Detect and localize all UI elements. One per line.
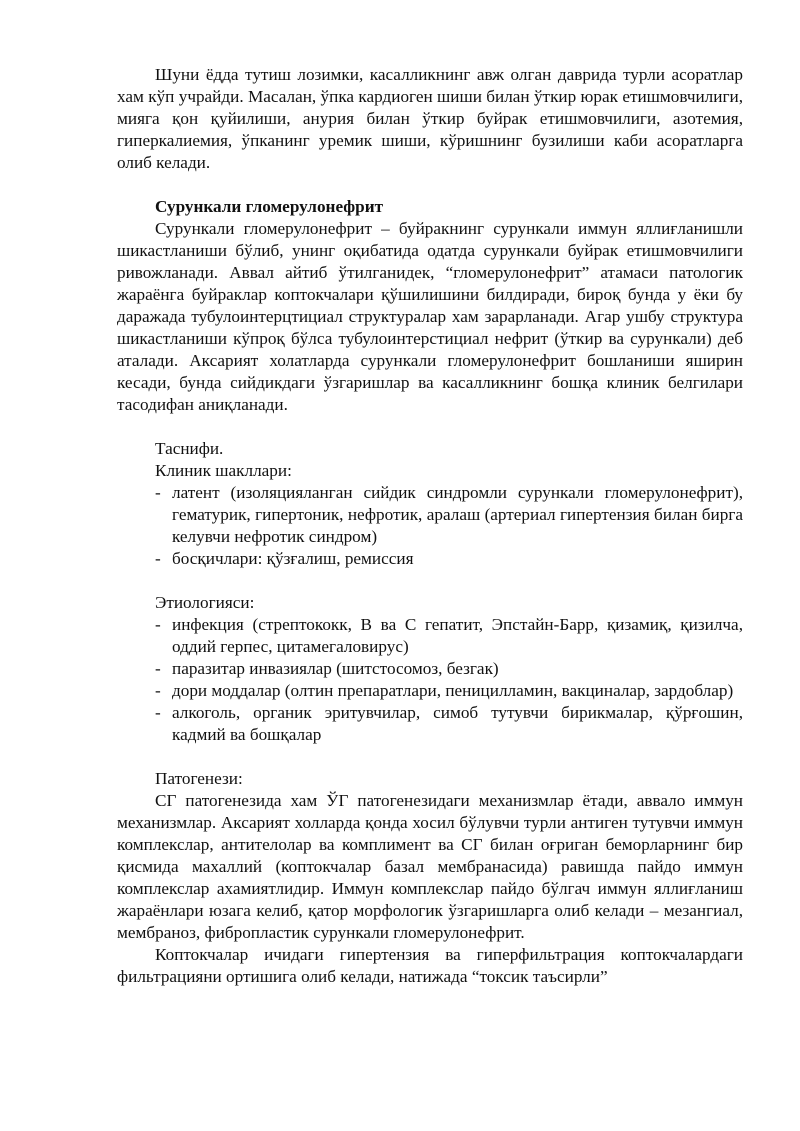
definition-paragraph: Сурункали гломерулонефрит – буйракнинг сурункали иммун яллиғланишли шикастланиши бўлиб, унинг оқибатида одатда сурункали буйрак етишмовчилиги ривожланади. Аввал айтиб ўтилганидек, “гломерулонефрит” атамаси патологик жараёнга буйраклар коптокчалари қўшилишини билдиради, бироқ бунда у ёки бу даражада тубулоинтерцтициал структуралар хам зарарланади. Агар ушбу структура шикастланиши кўпроқ бўлса тубулоинтерстициал нефрит (ўткир ва сурункали) деб аталади. Аксарият холатларда сурункали гломерулонефрит бошланиши яширин кесади, бунда сийдикдаги ўзгаришлар ва касалликнинг бошқа клиник белгилари тасодифан аниқланади. xyxy=(117,219,743,414)
spacer xyxy=(117,570,743,592)
list-marker: - xyxy=(155,681,161,700)
list-item-text: дори моддалар (олтин препаратлари, пеницилламин, вакциналар, зардоблар) xyxy=(172,681,734,700)
section-heading: Сурункали гломерулонефрит xyxy=(155,197,384,216)
pathogenesis-title: Патогенези: xyxy=(155,769,243,788)
classification-list xyxy=(117,482,743,570)
etiology-list xyxy=(117,614,743,746)
document-body xyxy=(117,64,743,988)
list-item xyxy=(117,548,743,570)
list-marker: - xyxy=(155,483,161,502)
list-item-text: инфекция (стрептококк, В ва С гепатит, Эпстайн-Барр, қизамиқ, қизилча, оддий герпес, цитамегаловирус) xyxy=(172,615,743,656)
spacer xyxy=(117,746,743,768)
etiology-title: Этиологияси: xyxy=(155,593,255,612)
list-item-text: босқичлари: қўзғалиш, ремиссия xyxy=(172,549,414,568)
list-item xyxy=(117,614,743,658)
list-item-text: паразитар инвазиялар (шитстосомоз, безгак) xyxy=(172,659,499,678)
classification-title: Таснифи. xyxy=(155,439,224,458)
spacer xyxy=(117,416,743,438)
list-marker: - xyxy=(155,703,161,722)
intro-paragraph: Шуни ёдда тутиш лозимки, касалликнинг авж олган даврида турли асоратлар хам кўп учрайди. Масалан, ўпка кардиоген шиши билан ўткир юрак етишмовчилиги, мияга қон қуйилиши, анурия билан ўткир буйрак етишмовчилиги, азотемия, гиперкалиемия, ўпканинг уремик шиши, кўришнинг бузилиши каби асоратларга олиб келади. xyxy=(117,65,743,172)
list-item xyxy=(117,702,743,746)
list-marker: - xyxy=(155,549,161,568)
pathogenesis-paragraph: СГ патогенезида хам ЎГ патогенезидаги механизмлар ётади, аввало иммун механизмлар. Аксарият холларда қонда хосил бўлувчи турли антиген тутувчи иммун комплекслар, антителолар ва комплимент ва СГ билан оғриган беморларнинг бир қисмида махаллий (коптокчалар базал мембранасида) равишда пайдо иммун комплекслар ахамиятлидир. Иммун комплекслар пайдо бўлгач иммун яллиғланиш жараёнлари юзага келиб, қатор морфологик ўзгаришларга олиб келади – мезангиал, мембраноз, фибропластик сурункали гломерулонефрит. xyxy=(117,791,743,942)
pathogenesis-paragraph-continued: Коптокчалар ичидаги гипертензия ва гиперфильтрация коптокчалардаги фильтрацияни ортишига олиб келади, натижада “токсик таъсирли” xyxy=(117,945,743,986)
list-item xyxy=(117,482,743,548)
list-item xyxy=(117,680,743,702)
classification-subtitle: Клиник шакллари: xyxy=(155,461,292,480)
list-marker: - xyxy=(155,659,161,678)
spacer xyxy=(117,174,743,196)
list-item-text: латент (изоляцияланган сийдик синдромли сурункали гломерулонефрит), гематурик, гипертоник, нефротик, аралаш (артериал гипертензия билан бирга келувчи нефротик синдром) xyxy=(172,483,743,546)
list-item-text: алкоголь, органик эритувчилар, симоб тутувчи бирикмалар, қўрғошин, кадмий ва бошқалар xyxy=(172,703,743,744)
list-marker: - xyxy=(155,615,161,634)
list-item xyxy=(117,658,743,680)
